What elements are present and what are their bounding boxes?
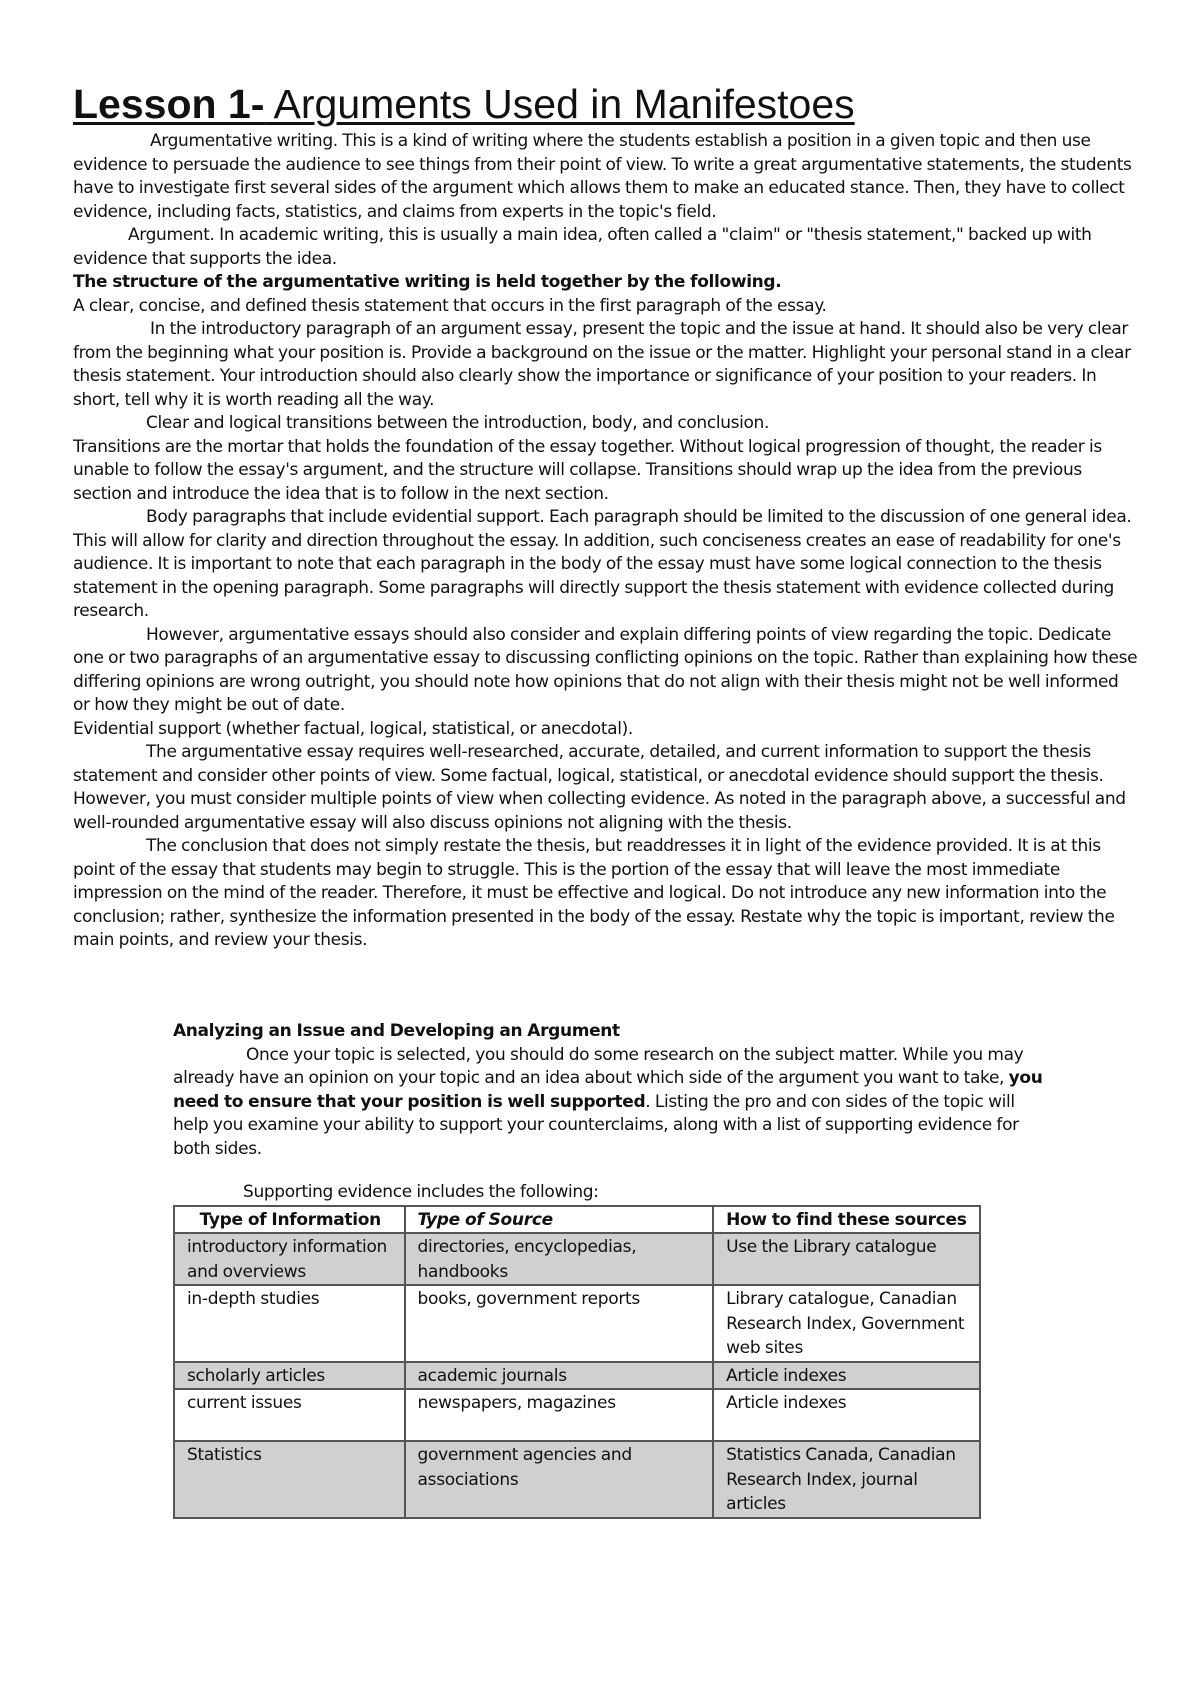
paragraph-thesis-statement: A clear, concise, and defined thesis statement that occurs in the first paragraph of the essay. <box>73 295 827 316</box>
table-cell: directories, encyclopedias, handbooks <box>405 1233 714 1285</box>
page-title <box>73 80 1138 128</box>
table-row <box>174 1441 980 1518</box>
paragraph-argument: Argument. In academic writing, this is usually a main idea, often called a "claim" or "thesis statement," backed up with evidence that supports the idea. <box>73 225 1092 269</box>
table-cell: Statistics <box>174 1441 405 1518</box>
table-cell: Article indexes <box>713 1389 980 1441</box>
paragraph-introduction: In the introductory paragraph of an argument essay, present the topic and the issue at hand. It should also be very clear from the beginning what your position is. Provide a background on the issue or the matter. Highlight your personal stand in a clear thesis statement. Your introduction should also clearly show the importance or significance of your position to your readers. In short, tell why it is worth reading all the way. <box>73 319 1131 410</box>
table-header-row <box>174 1206 980 1234</box>
table-cell: newspapers, magazines <box>405 1389 714 1441</box>
table-cell: scholarly articles <box>174 1362 405 1390</box>
analyzing-issue-section <box>173 1020 1138 1519</box>
paragraph-transitions-heading: Clear and logical transitions between the introduction, body, and conclusion. <box>146 413 770 433</box>
table-row <box>174 1389 980 1441</box>
paragraph-evidential-support: The argumentative essay requires well-researched, accurate, detailed, and current information to support the thesis statement and consider other points of view. Some factual, logical, statistical, or anecdotal evidence should support the thesis. However, you must consider multiple points of view when collecting evidence. As noted in the paragraph above, a successful and well-rounded argumentative essay will also discuss opinions not aligning with the thesis. <box>73 742 1126 833</box>
table-cell: Article indexes <box>713 1362 980 1390</box>
table-cell: Use the Library catalogue <box>713 1233 980 1285</box>
section-text-bold: you need to ensure that your position is well supported <box>173 1068 1043 1112</box>
header-type-of-source: Type of Source <box>405 1206 714 1234</box>
table-row <box>174 1233 980 1285</box>
table-cell: government agencies and associations <box>405 1441 714 1518</box>
table-cell: current issues <box>174 1389 405 1441</box>
title-topic: Arguments Used in Manifestoes <box>264 81 855 127</box>
evidence-table <box>173 1205 981 1519</box>
section-text-before: Once your topic is selected, you should do some research on the subject matter. While you may already have an opinion on your topic and an idea about which side of the argument you want to take, <box>173 1044 1024 1088</box>
table-cell: Library catalogue, Canadian Research Index, Government web sites <box>713 1285 980 1362</box>
table-row <box>174 1362 980 1390</box>
paragraph-differing-views: However, argumentative essays should also consider and explain differing points of view regarding the topic. Dedicate one or two paragraphs of an argumentative essay to discussing conflicting opinions on the topic. Rather than explaining how these differing opinions are wrong outright, you should note how opinions that do not align with their thesis might not be well informed or how they might be out of date. <box>73 624 1138 715</box>
document-page <box>73 80 1138 1514</box>
structure-heading: The structure of the argumentative writing is held together by the following. <box>73 272 782 292</box>
section-heading: Analyzing an Issue and Developing an Argument <box>173 1021 620 1041</box>
table-cell: in-depth studies <box>174 1285 405 1362</box>
section-paragraph <box>173 1044 1053 1162</box>
paragraph-conclusion: The conclusion that does not simply restate the thesis, but readdresses it in light of the evidence provided. It is at this point of the essay that students may begin to struggle. This is the portion of the essay that will leave the most immediate impression on the mind of the reader. Therefore, it must be effective and logical. Do not introduce any new information into the conclusion; rather, synthesize the information presented in the body of the essay. Restate why the topic is important, review the main points, and review your thesis. <box>73 836 1115 950</box>
table-caption: Supporting evidence includes the following: <box>243 1182 599 1202</box>
paragraph-argumentative-writing: Argumentative writing. This is a kind of writing where the students establish a position in a given topic and then use evidence to persuade the audience to see things from their point of view. To write a great argumentative statements, the students have to investigate first several sides of the argument which allows them to make an educated stance. Then, they have to collect evidence, including facts, statistics, and claims from experts in the topic's field. <box>73 131 1132 222</box>
section-text-after: . Listing the pro and con sides of the topic will help you examine your ability to support your counterclaims, along with a list of supporting evidence for both sides. <box>173 1091 1019 1159</box>
table-cell: Statistics Canada, Canadian Research Index, journal articles <box>713 1441 980 1518</box>
header-how-to-find: How to find these sources <box>713 1206 980 1234</box>
table-cell: introductory information and overviews <box>174 1233 405 1285</box>
paragraph-evidential-support-heading: Evidential support (whether factual, logical, statistical, or anecdotal). <box>73 718 633 739</box>
table-cell: academic journals <box>405 1362 714 1390</box>
header-type-of-information: Type of Information <box>174 1206 405 1234</box>
title-lesson-label: Lesson 1- <box>73 81 265 127</box>
table-cell: books, government reports <box>405 1285 714 1362</box>
table-row <box>174 1285 980 1362</box>
paragraph-transitions: Transitions are the mortar that holds the foundation of the essay together. Without logical progression of thought, the reader is unable to follow the essay's argument, and the structure will collapse. Transitions should wrap up the idea from the previous section and introduce the idea that is to follow in the next section. <box>73 436 1102 504</box>
paragraph-body: Body paragraphs that include evidential support. Each paragraph should be limited to the discussion of one general idea. This will allow for clarity and direction throughout the essay. In addition, such conciseness creates an ease of readability for one's audience. It is important to note that each paragraph in the body of the essay must have some logical connection to the thesis statement in the opening paragraph. Some paragraphs will directly support the thesis statement with evidence collected during research. <box>73 507 1132 621</box>
